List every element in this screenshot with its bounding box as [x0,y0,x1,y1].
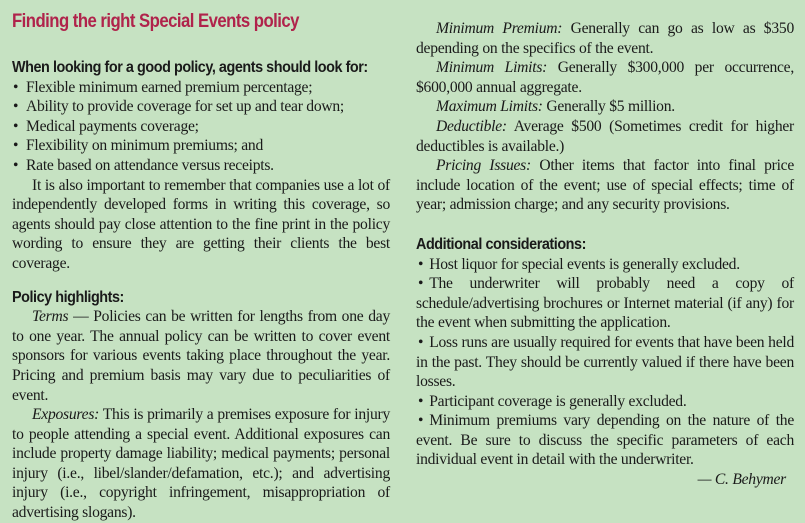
pricing-issues-label: Pricing Issues: [436,157,531,175]
list-item-text: Participant coverage is generally excluded. [429,392,687,410]
deductible-paragraph [416,117,794,156]
minimum-premium-paragraph [416,19,794,58]
terms-label: Terms [32,308,69,326]
list-item [416,274,794,333]
additional-heading: Additional considerations: [416,235,586,253]
terms-text: Policies can be written for lengths from one day to one year. The annual policy can be written to cover event sponsors for various events taking place throughout the year. Pricing and premium basis may vary due to peculiarities of event. [12,308,390,404]
bullet-icon: • [418,412,424,430]
bullet-icon: • [418,392,424,410]
bullet-icon: • [418,255,424,273]
minimum-limits-paragraph [416,58,794,97]
list-item-text: The underwriter will probably need a copy of schedule/advertising brochures or Internet material (if any) for the event when submitting the application. [416,275,794,332]
minimum-premium-text: Generally can go as low as $350 depending on the specifics of the event. [416,20,794,57]
list-item: • Flexibility on minimum premiums; and [12,136,390,156]
list-item [416,411,794,470]
list-item-text: Minimum premiums vary depending on the nature of the event. Be sure to discuss the specific parameters of each individual event in detail with the underwriter. [416,412,794,469]
pricing-issues-text: Other items that factor into final price include location of the event; use of special effects; time of year; admission charge; and any security provisions. [416,157,794,214]
list-item [416,333,794,392]
article-title: Finding the right Special Events policy [12,11,299,32]
deductible-text: Average $500 (Sometimes credit for higher deductibles is available.) [416,117,794,155]
right-column [416,0,794,490]
intro-paragraph: It is also important to remember that companies use a lot of independently developed forms in writing this coverage, so agents should pay close attention to the fine print in the policy wording to ensure they are getting their clients the best coverage. [12,176,390,272]
author-signature: — C. Behymer [697,471,786,489]
exposures-text: This is primarily a premises exposure for injury to people attending a special event. Additional exposures can include property damage liability; medical payments; personal injury (i.e., libel/slander/defamation, etc.); and advertising injury (i.e., copyright infringement, misappropriation of advertising slogans). [12,406,390,522]
maximum-limits-paragraph [416,97,794,117]
list-item: • Rate based on attendance versus receipts. [12,156,390,176]
left-column [12,0,390,523]
maximum-limits-text: Generally $5 million. [542,98,675,116]
maximum-limits-label: Maximum Limits: [436,98,543,116]
intro-bullet-list [12,78,390,176]
minimum-premium-label: Minimum Premium: [436,20,563,37]
minimum-limits-text: Generally $300,000 per occurrence, $600,000 annual aggregate. [416,59,794,96]
list-item: • Medical payments coverage; [12,117,390,137]
list-item-text: Host liquor for special events is generally excluded. [429,255,740,273]
additional-bullet-list [416,255,794,471]
highlights-heading: Policy highlights: [12,288,124,306]
list-item [416,392,794,412]
list-item: • Flexible minimum earned premium percentage; [12,78,390,98]
deductible-label: Deductible: [436,117,507,135]
minimum-limits-label: Minimum Limits: [436,59,548,77]
list-item-text: Loss runs are usually required for events that have been held in the past. They should be currently valued if there have been losses. [416,333,794,391]
terms-separator: — [68,308,94,326]
intro-heading: When looking for a good policy, agents should look for: [12,59,368,76]
terms-paragraph [12,307,390,405]
exposures-paragraph [12,405,390,523]
list-item [416,255,794,275]
exposures-label: Exposures: [32,406,100,424]
pricing-issues-paragraph [416,156,794,215]
bullet-icon: • [418,333,424,351]
bullet-icon: • [418,275,424,293]
list-item: • Ability to provide coverage for set up and tear down; [12,97,390,117]
